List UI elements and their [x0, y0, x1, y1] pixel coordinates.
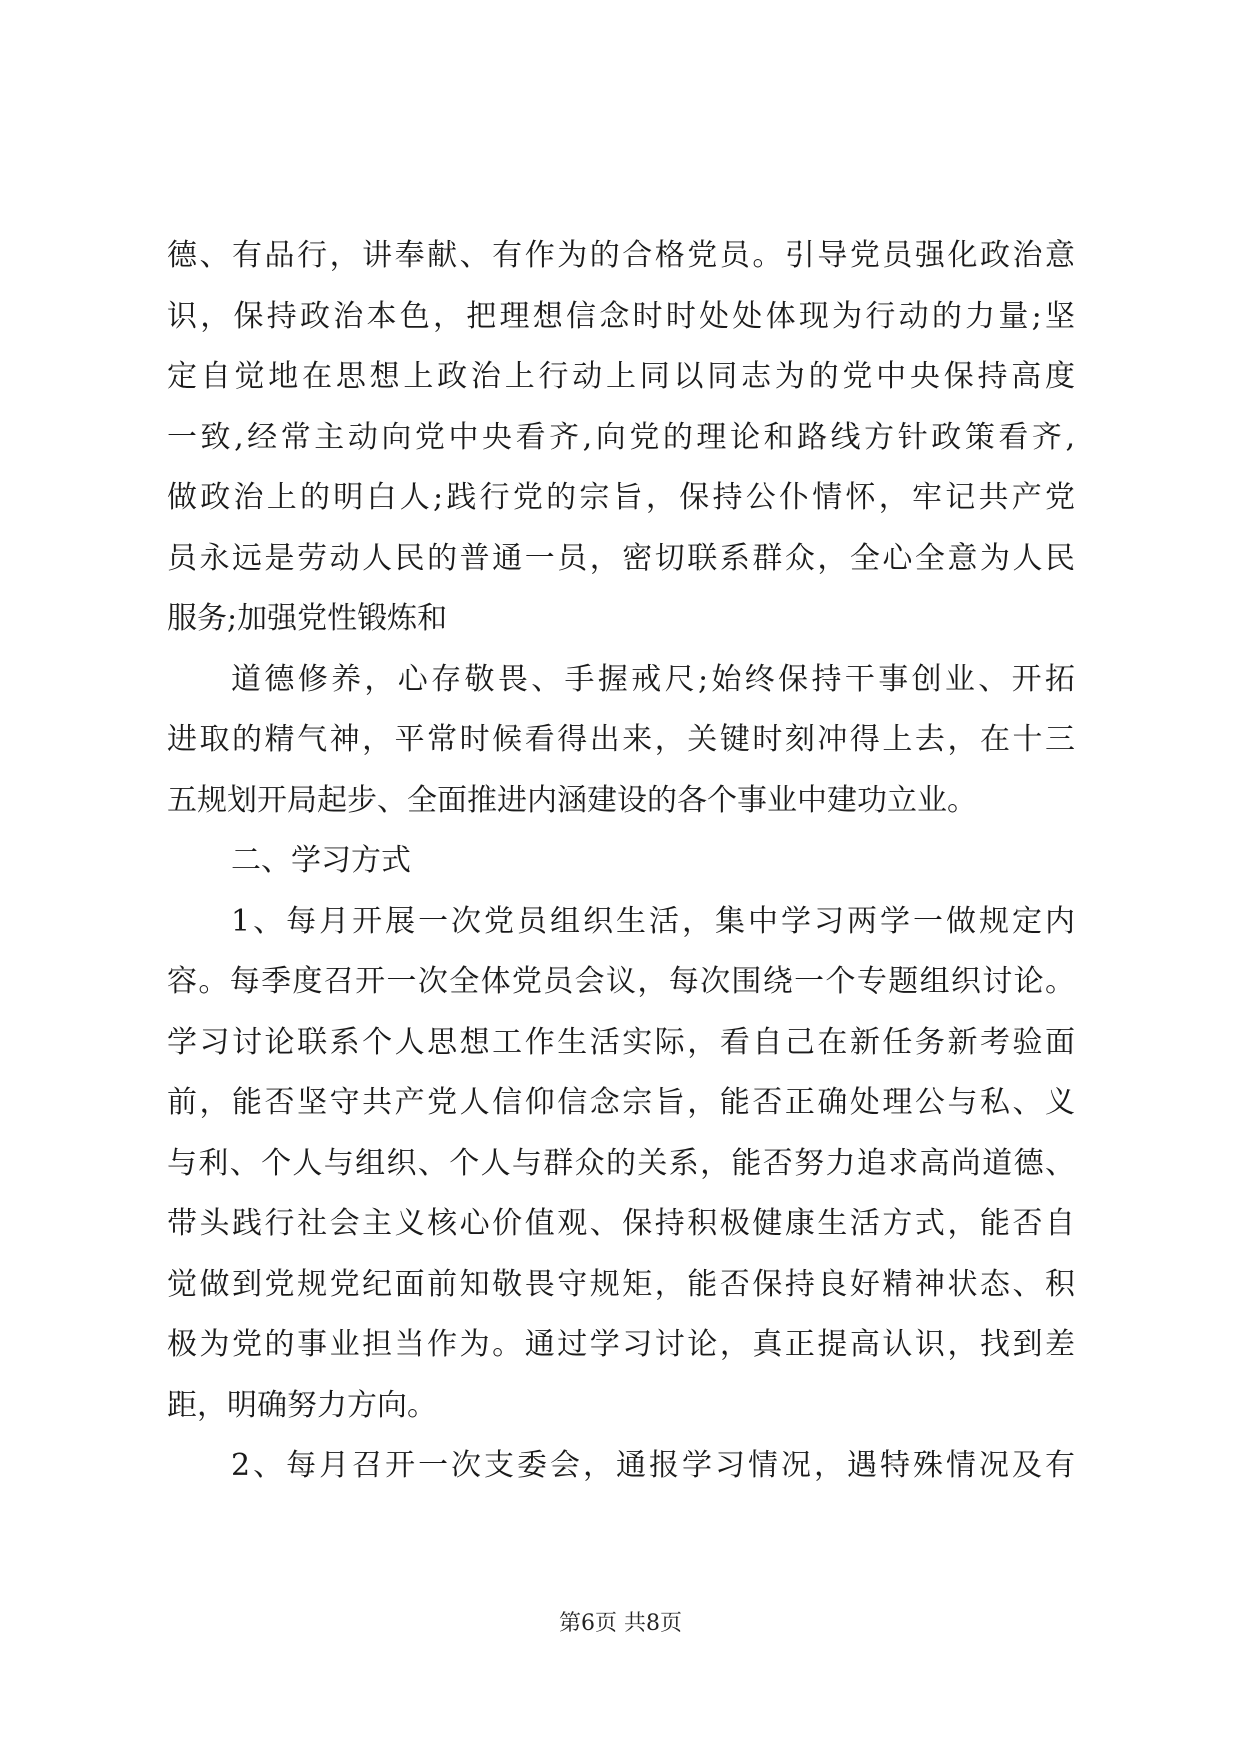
text-line: 定自觉地在思想上政治上行动上同以同志为的党中央保持高度 [167, 359, 1075, 394]
text-line: 与利、个人与组织、个人与群众的关系，能否努力追求高尚道德、 [167, 1145, 1075, 1181]
text-line: 极为党的事业担当作为。通过学习讨论，真正提高认识，找到差 [167, 1327, 1075, 1362]
section-heading: 二、学习方式 [231, 843, 411, 878]
text-line: 前，能否坚守共产党人信仰信念宗旨，能否正确处理公与私、义 [167, 1085, 1075, 1120]
text-line: 进取的精气神，平常时候看得出来，关键时刻冲得上去，在十三 [167, 722, 1075, 757]
text-line: 距，明确努力方向。 [167, 1387, 437, 1423]
text-line: 1、每月开展一次党员组织生活，集中学习两学一做规定内 [231, 903, 1075, 939]
text-line: 容。每季度召开一次全体党员会议，每次围绕一个专题组织讨论。 [167, 964, 1075, 999]
text-line: 识，保持政治本色，把理想信念时时处处体现为行动的力量;坚 [167, 298, 1075, 334]
text-line: 员永远是劳动人民的普通一员，密切联系群众，全心全意为人民 [167, 540, 1075, 576]
document-body [167, 226, 1075, 1497]
text-line: 觉做到党规党纪面前知敬畏守规矩，能否保持良好精神状态、积 [167, 1266, 1075, 1302]
text-line: 学习讨论联系个人思想工作生活实际，看自己在新任务新考验面 [167, 1024, 1075, 1060]
text-line: 带头践行社会主义核心价值观、保持积极健康生活方式，能否自 [167, 1206, 1075, 1241]
text-line: 德、有品行，讲奉献、有作为的合格党员。引导党员强化政治意 [167, 238, 1075, 273]
text-line: 道德修养，心存敬畏、手握戒尺;始终保持干事创业、开拓 [231, 661, 1075, 697]
text-line: 做政治上的明白人;践行党的宗旨，保持公仆情怀，牢记共产党 [167, 480, 1075, 515]
text-line: 2、每月召开一次支委会，通报学习情况，遇特殊情况及有 [231, 1448, 1075, 1483]
text-line: 五规划开局起步、全面推进内涵建设的各个事业中建功立业。 [167, 782, 977, 818]
page-footer: 第6页 共8页 [559, 1611, 682, 1636]
text-line: 服务;加强党性锻炼和 [167, 601, 448, 636]
text-line: 一致,经常主动向党中央看齐,向党的理论和路线方针政策看齐, [167, 419, 1075, 455]
